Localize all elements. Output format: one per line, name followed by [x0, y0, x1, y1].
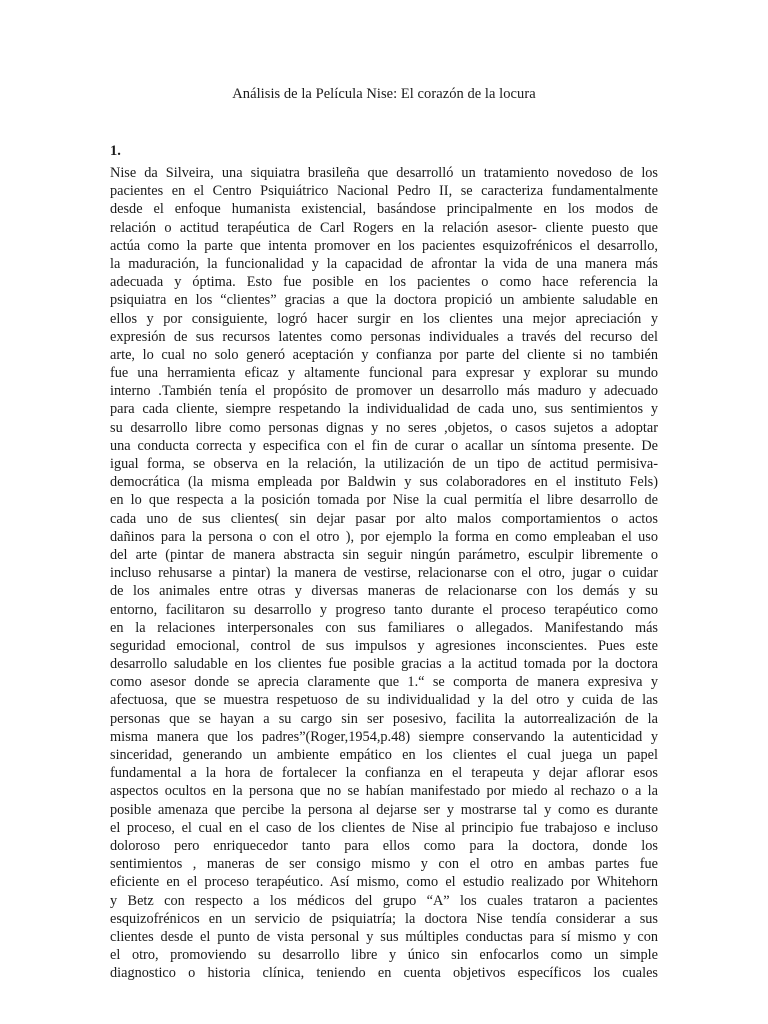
paragraph-line: de los animales entre otras y diversas maneras de relacionarse con los demás y su [110, 583, 658, 600]
paragraph-line: misma manera que los padres”(Roger,1954,p.48) siempre conservando la autenticidad y [110, 728, 658, 745]
paragraph-line: diagnostico o historia clínica, teniendo en cuenta objetivos específicos los cuales [110, 965, 658, 982]
paragraph-line: el otro, promoviendo su desarrollo libre y único sin enfocarlos como un simple [110, 947, 658, 964]
paragraph-line: una conducta correcta y especifica con el fin de curar o acallar un síntoma presente. De [110, 437, 658, 454]
paragraph-line: expresión de sus recursos latentes como personas individuales a través del recurso del [110, 328, 658, 345]
paragraph-line: cada uno de sus clientes( sin dejar pasar por alto malos comportamientos o actos [110, 510, 658, 527]
paragraph-line: doloroso pero enriquecedor tanto para ellos como para la doctora, donde los [110, 837, 658, 854]
paragraph-line: la maduración, la funcionalidad y la capacidad de afrontar la vida de una manera más [110, 255, 658, 272]
paragraph-line: desde el enfoque humanista existencial, basándose principalmente en los modos de [110, 201, 658, 218]
paragraph-line: eficiente en el proceso terapéutico. Así mismo, como el estudio realizado por Whitehorn [110, 874, 658, 891]
paragraph-line: del arte (pintar de manera abstracta sin seguir ningún parámetro, esculpir libremente o [110, 546, 658, 563]
paragraph-line: esquizofrénicos en un servicio de psiquiatría; la doctora Nise tendía considerar a sus [110, 910, 658, 927]
paragraph-line: en la relaciones interpersonales con sus familiares o allegados. Manifestando más [110, 619, 658, 636]
paragraph-line: adecuada y óptima. Esto fue posible en los pacientes o como hace referencia la [110, 274, 658, 291]
paragraph-line: aspectos ocultos en la persona que no se habían manifestado por miedo al rechazo o a la [110, 783, 658, 800]
paragraph-line: clientes desde el punto de vista personal y sus múltiples conductas para sí mismo y con [110, 928, 658, 945]
paragraph-line: personas que se hayan a su cargo sin ser posesivo, facilita la autorrealización de la [110, 710, 658, 727]
paragraph-line: igual forma, se observa en la relación, la utilización de un tipo de actitud permisiva- [110, 456, 658, 472]
paragraph-line: sinceridad, generando un ambiente empático en los clientes el cual juega un papel [110, 747, 658, 763]
paragraph-line: seguridad emocional, control de sus impulsos y agresiones inconscientes. Pues este [110, 637, 658, 654]
paragraph-line: interno .También tenía el propósito de promover un desarrollo más maduro y adecuado [110, 383, 658, 400]
paragraph-line: como asesor donde se aprecia claramente que 1.“ se comporta de manera expresiva y [110, 674, 658, 691]
paragraph-line: entorno, facilitaron su desarrollo y progreso tanto durante el proceso terapéutico como [110, 601, 658, 618]
paragraph-line: pacientes en el Centro Psiquiátrico Nacional Pedro II, se caracteriza fundamentalmente [110, 183, 658, 200]
paragraph-line: afectuosa, que se muestra respetuoso de su individualidad y la del otro y cuida de las [110, 692, 658, 709]
paragraph-line: el proceso, el cual en el caso de los clientes de Nise al principio fue trabajoso e incluso [110, 819, 658, 836]
paragraph-line: posible amenaza que percibe la persona al dejarse ser y mostrarse tal y como es durante [110, 801, 658, 818]
paragraph-line: democrática (la misma empleada por Baldwin y sus colaboradores en el instituto Fels) [110, 474, 658, 491]
paragraph-line: sentimientos , maneras de ser consigo mismo y con el otro en ambas partes fue [110, 856, 658, 873]
paragraph-line: dañinos para la persona o con el otro ), por ejemplo la forma en como empleaban el uso [110, 528, 658, 545]
paragraph-line: desarrollo saludable en los clientes fue posible gracias a la actitud tomada por la doctora [110, 656, 658, 673]
paragraph-line: para cada cliente, siempre respetando la individualidad de cada uno, sus sentimientos y [110, 401, 658, 418]
paragraph-line: fundamental a la hora de fortalecer la confianza en el terapeuta y dejar aflorar esos [110, 765, 658, 782]
paragraph-line: relación o actitud terapéutica de Carl Rogers en la relación asesor- cliente puesto que [110, 219, 658, 236]
document-title: Análisis de la Película Nise: El corazón de la locura [232, 86, 536, 102]
paragraph-line: su desarrollo libre como personas dignas y no seres ,objetos, o casos sujetos a adoptar [110, 419, 658, 436]
paragraph-line: psiquiatra en los “clientes” gracias a que la doctora propició un ambiente saludable en [110, 292, 658, 309]
section-number: 1. [110, 143, 121, 159]
paragraph-line: incluso rehusarse a pintar) la manera de vestirse, relacionarse con el otro, jugar o cuidar [110, 565, 658, 582]
paragraph-line: fue una herramienta eficaz y altamente funcional para expresar y explorar su mundo [110, 365, 658, 382]
paragraph-line: actúa como la parte que intenta promover en los pacientes esquizofrénicos el desarrollo, [110, 237, 658, 254]
body-paragraph [110, 164, 658, 982]
paragraph-line: arte, lo cual no solo generó aceptación y confianza por parte del cliente si no también [110, 346, 658, 363]
paragraph-line: Nise da Silveira, una siquiatra brasileña que desarrolló un tratamiento novedoso de los [110, 165, 658, 181]
paragraph-line: ellos y por consiguiente, logró hacer surgir en los clientes una mejor apreciación y [110, 310, 658, 327]
paragraph-line: en lo que respecta a la posición tomada por Nise la cual permitía el libre desarrollo de [110, 492, 658, 509]
paragraph-line: y Betz con respecto a los médicos del grupo “A” los cuales trataron a pacientes [110, 892, 658, 909]
